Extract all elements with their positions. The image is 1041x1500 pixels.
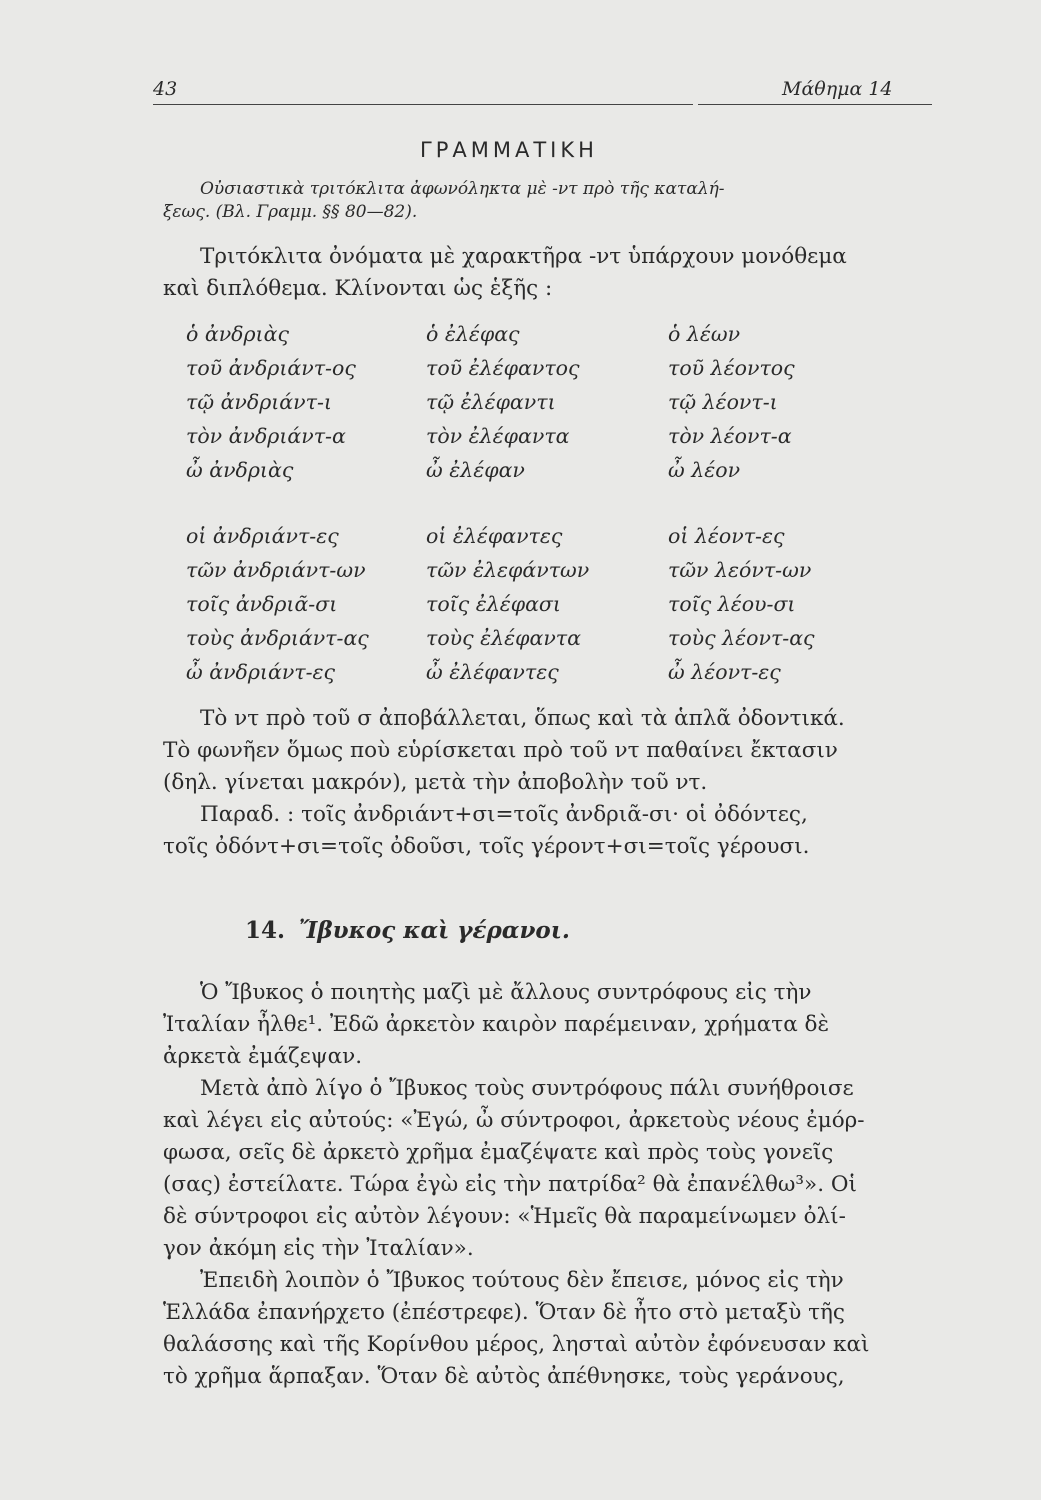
grammar-subtitle-line2: ξεως. (Βλ. Γραμμ. §§ 80—82). — [163, 202, 418, 222]
sg-nom-andrias: ὁ ἀνδριὰς — [186, 322, 289, 346]
sg-acc-elefas: τὸν ἐλέφαντα — [426, 424, 570, 448]
pl-gen-leon: τῶν λεόντ-ων — [668, 558, 812, 582]
note-line: τοῖς ὀδόντ+σι=τοῖς ὀδοῦσι, τοῖς γέροντ+σι=τοῖς γέρουσι. — [163, 834, 810, 859]
sg-nom-elefas: ὁ ἐλέφας — [426, 322, 520, 346]
sg-acc-andrias: τὸν ἀνδριάντ-α — [186, 424, 346, 448]
pl-dat-leon: τοῖς λέου-σι — [668, 592, 796, 616]
header-rule-left — [153, 104, 693, 105]
reading-line: φωσα, σεῖς δὲ ἀρκετὸ χρῆμα ἐμαζέψατε καὶ πρὸς τοὺς γονεῖς — [163, 1140, 834, 1165]
grammar-title: ΓΡΑΜΜΑΤΙΚΗ — [420, 138, 598, 162]
sg-voc-andrias: ὦ ἀνδριὰς — [186, 458, 294, 482]
sg-gen-andrias: τοῦ ἀνδριάντ-ος — [186, 356, 356, 380]
pl-dat-elefas: τοῖς ἐλέφασι — [426, 592, 561, 616]
reading-line: Ἰταλίαν ἦλθε¹. Ἐδῶ ἀρκετὸν καιρὸν παρέμειναν, χρήματα δὲ — [163, 1012, 830, 1037]
reading-heading — [245, 917, 570, 944]
note-line: Παραδ. : τοῖς ἀνδριάντ+σι=τοῖς ἀνδριᾶ-σι· οἱ ὀδόντες, — [200, 802, 808, 827]
reading-line: θαλάσσης καὶ τῆς Κορίνθου μέρος, λησταὶ αὐτὸν ἐφόνευσαν καὶ — [163, 1332, 870, 1357]
sg-voc-leon: ὦ λέον — [668, 458, 741, 482]
reading-line: Ἐπειδὴ λοιπὸν ὁ Ἴβυκος τούτους δὲν ἔπεισε, μόνος εἰς τὴν — [200, 1268, 844, 1293]
pl-dat-andrias: τοῖς ἀνδριᾶ-σι — [186, 592, 338, 616]
note-line: Τὸ ντ πρὸ τοῦ σ ἀποβάλλεται, ὅπως καὶ τὰ ἁπλᾶ ὀδοντικά. — [200, 706, 845, 731]
pl-voc-leon: ὦ λέοντ-ες — [668, 660, 781, 684]
reading-title: Ἴβυκος καὶ γέρανοι. — [299, 917, 570, 944]
pl-acc-elefas: τοὺς ἐλέφαντα — [426, 626, 581, 650]
reading-line: τὸ χρῆμα ἅρπαξαν. Ὅταν δὲ αὐτὸς ἀπέθνησκε, τοὺς γεράνους, — [163, 1364, 845, 1389]
sg-gen-leon: τοῦ λέοντος — [668, 356, 795, 380]
sg-dat-andrias: τῷ ἀνδριάντ-ι — [186, 390, 332, 414]
reading-line: καὶ λέγει εἰς αὐτούς: «Ἐγώ, ὦ σύντροφοι, ἀρκετοὺς νέους ἐμόρ- — [163, 1108, 865, 1133]
pl-voc-elefas: ὦ ἐλέφαντες — [426, 660, 559, 684]
grammar-intro-line1: Τριτόκλιτα ὀνόματα μὲ χαρακτῆρα -ντ ὑπάρχουν μονόθεμα — [200, 244, 847, 269]
sg-dat-leon: τῷ λέοντ-ι — [668, 390, 778, 414]
pl-acc-leon: τοὺς λέοντ-ας — [668, 626, 815, 650]
sg-acc-leon: τὸν λέοντ-α — [668, 424, 792, 448]
pl-nom-elefas: οἱ ἐλέφαντες — [426, 524, 563, 548]
header-rule-right — [698, 104, 932, 105]
sg-gen-elefas: τοῦ ἐλέφαντος — [426, 356, 580, 380]
sg-dat-elefas: τῷ ἐλέφαντι — [426, 390, 556, 414]
sg-nom-leon: ὁ λέων — [668, 322, 741, 346]
note-line: (δηλ. γίνεται μακρόν), μετὰ τὴν ἀποβολὴν τοῦ ντ. — [163, 770, 708, 795]
sg-voc-elefas: ὦ ἐλέφαν — [426, 458, 525, 482]
pl-nom-andrias: οἱ ἀνδριάντ-ες — [186, 524, 339, 548]
reading-line: Μετὰ ἀπὸ λίγο ὁ Ἴβυκος τοὺς συντρόφους πάλι συνήθροισε — [200, 1076, 854, 1101]
reading-number: 14. — [245, 917, 286, 944]
pl-acc-andrias: τοὺς ἀνδριάντ-ας — [186, 626, 369, 650]
lesson-label: Μάθημα 14 — [782, 78, 893, 100]
reading-line: Ὁ Ἴβυκος ὁ ποιητὴς μαζὶ μὲ ἄλλους συντρόφους εἰς τὴν — [200, 980, 812, 1005]
page-number: 43 — [153, 78, 178, 100]
reading-line: δὲ σύντροφοι εἰς αὐτὸν λέγουν: «Ἡμεῖς θὰ παραμείνωμεν ὀλί- — [163, 1204, 846, 1229]
reading-line: Ἑλλάδα ἐπανήρχετο (ἐπέστρεφε). Ὅταν δὲ ἦτο στὸ μεταξὺ τῆς — [163, 1300, 845, 1325]
pl-nom-leon: οἱ λέοντ-ες — [668, 524, 785, 548]
pl-gen-elefas: τῶν ἐλεφάντων — [426, 558, 590, 582]
grammar-subtitle-line1: Οὐσιαστικὰ τριτόκλιτα ἀφωνόληκτα μὲ -ντ πρὸ τῆς καταλή- — [200, 179, 725, 199]
pl-gen-andrias: τῶν ἀνδριάντ-ων — [186, 558, 366, 582]
reading-line: (σας) ἐστείλατε. Τώρα ἐγὼ εἰς τὴν πατρίδα² θὰ ἐπανέλθω³». Οἱ — [163, 1172, 857, 1197]
reading-line: γον ἀκόμη εἰς τὴν Ἰταλίαν». — [163, 1236, 474, 1261]
pl-voc-andrias: ὦ ἀνδριάντ-ες — [186, 660, 336, 684]
note-line: Τὸ φωνῆεν ὅμως ποὺ εὑρίσκεται πρὸ τοῦ ντ παθαίνει ἔκτασιν — [163, 738, 838, 763]
reading-line: ἀρκετὰ ἐμάζεψαν. — [163, 1044, 363, 1069]
grammar-intro-line2: καὶ διπλόθεμα. Κλίνονται ὡς ἑξῆς : — [163, 276, 553, 301]
